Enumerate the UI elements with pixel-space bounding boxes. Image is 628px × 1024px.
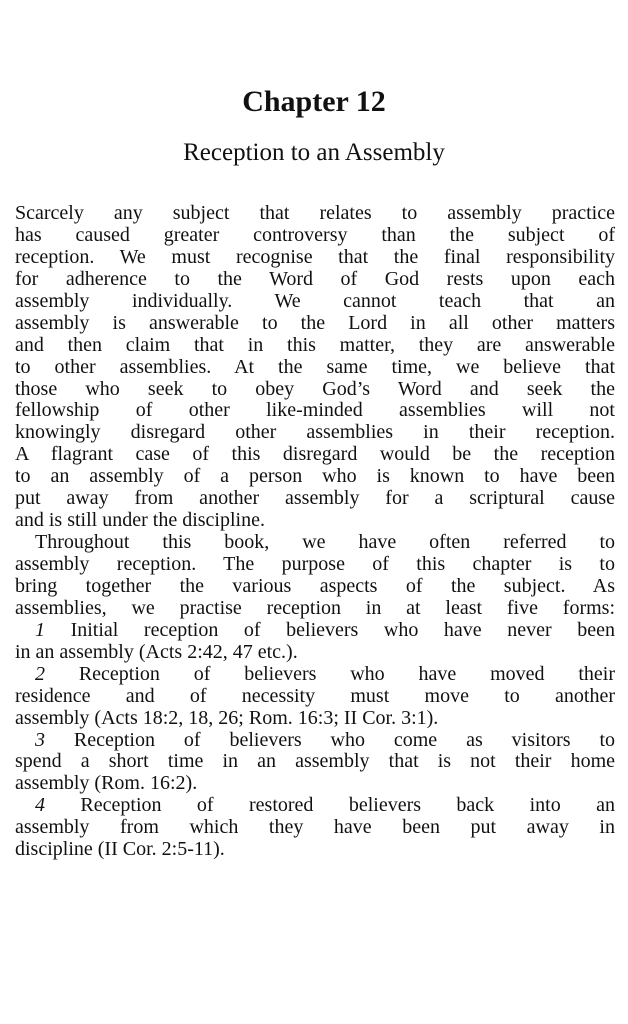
text-line: discipline (II Cor. 2:5-11). (15, 838, 225, 861)
text-line: assembly is answerable to the Lord in all other matters (15, 311, 615, 334)
text-line: has caused greater controversy than the subject of (15, 223, 615, 246)
text-line: and is still under the discipline. (15, 509, 265, 532)
text-line: to other assemblies. At the same time, we believe that (15, 355, 615, 378)
text-line: assembly from which they have been put away in (15, 816, 615, 839)
list-item-first-line (15, 664, 615, 686)
list-item-1 (15, 620, 615, 664)
text-line: Throughout this book, we have often referred to (35, 531, 615, 554)
text-line: in an assembly (Acts 2:42, 47 etc.). (15, 640, 298, 663)
chapter-title: Reception to an Assembly (183, 139, 445, 166)
text-line: assembly individually. We cannot teach that an (15, 289, 615, 312)
chapter-number: Chapter 12 (242, 85, 386, 118)
list-text: Initial reception of believers who have never been (70, 618, 615, 641)
list-item-first-line (15, 620, 615, 642)
text-line: assembly (Rom. 16:2). (15, 772, 198, 795)
paragraph-2 (15, 532, 615, 620)
text-line: to an assembly of a person who is known to have been (15, 465, 615, 488)
text-line: reception. We must recognise that the final responsibility (15, 245, 615, 268)
text-line: residence and of necessity must move to another (15, 684, 615, 707)
text-line: knowingly disregard other assemblies in their reception. (15, 421, 615, 444)
list-item-2 (15, 664, 615, 730)
list-text: Reception of believers who have moved their (78, 662, 615, 685)
list-item-first-line (15, 730, 615, 752)
body-text (15, 203, 615, 861)
text-line: A flagrant case of this disregard would be the reception (15, 443, 615, 466)
text-line: spend a short time in an assembly that is not their home (15, 750, 615, 773)
text-line: assembly reception. The purpose of this chapter is to (15, 553, 615, 575)
text-line: those who seek to obey God’s Word and seek the (15, 377, 615, 400)
text-line: assemblies, we practise reception in at least five forms: (15, 596, 615, 619)
list-item-first-line (15, 795, 615, 817)
list-number: 2 (35, 662, 45, 685)
list-number: 4 (35, 794, 45, 817)
text-line: assembly (Acts 18:2, 18, 26; Rom. 16:3; II Cor. 3:1). (15, 706, 439, 729)
list-text: Reception of restored believers back into an (80, 794, 616, 817)
list-number: 3 (35, 728, 45, 751)
paragraph-1 (15, 203, 615, 532)
text-line: for adherence to the Word of God rests upon each (15, 267, 615, 290)
text-line: put away from another assembly for a scriptural cause (15, 487, 615, 510)
text-line: fellowship of other like-minded assemblies will not (15, 399, 615, 422)
list-item-4 (15, 795, 615, 861)
list-number: 1 (35, 618, 45, 641)
list-text: Reception of believers who come as visitors to (73, 728, 615, 751)
text-line: bring together the various aspects of the subject. As (15, 574, 615, 597)
list-item-3 (15, 730, 615, 796)
text-line: Scarcely any subject that relates to assembly practice (15, 202, 615, 224)
text-line: and then claim that in this matter, they are answerable (15, 333, 615, 356)
